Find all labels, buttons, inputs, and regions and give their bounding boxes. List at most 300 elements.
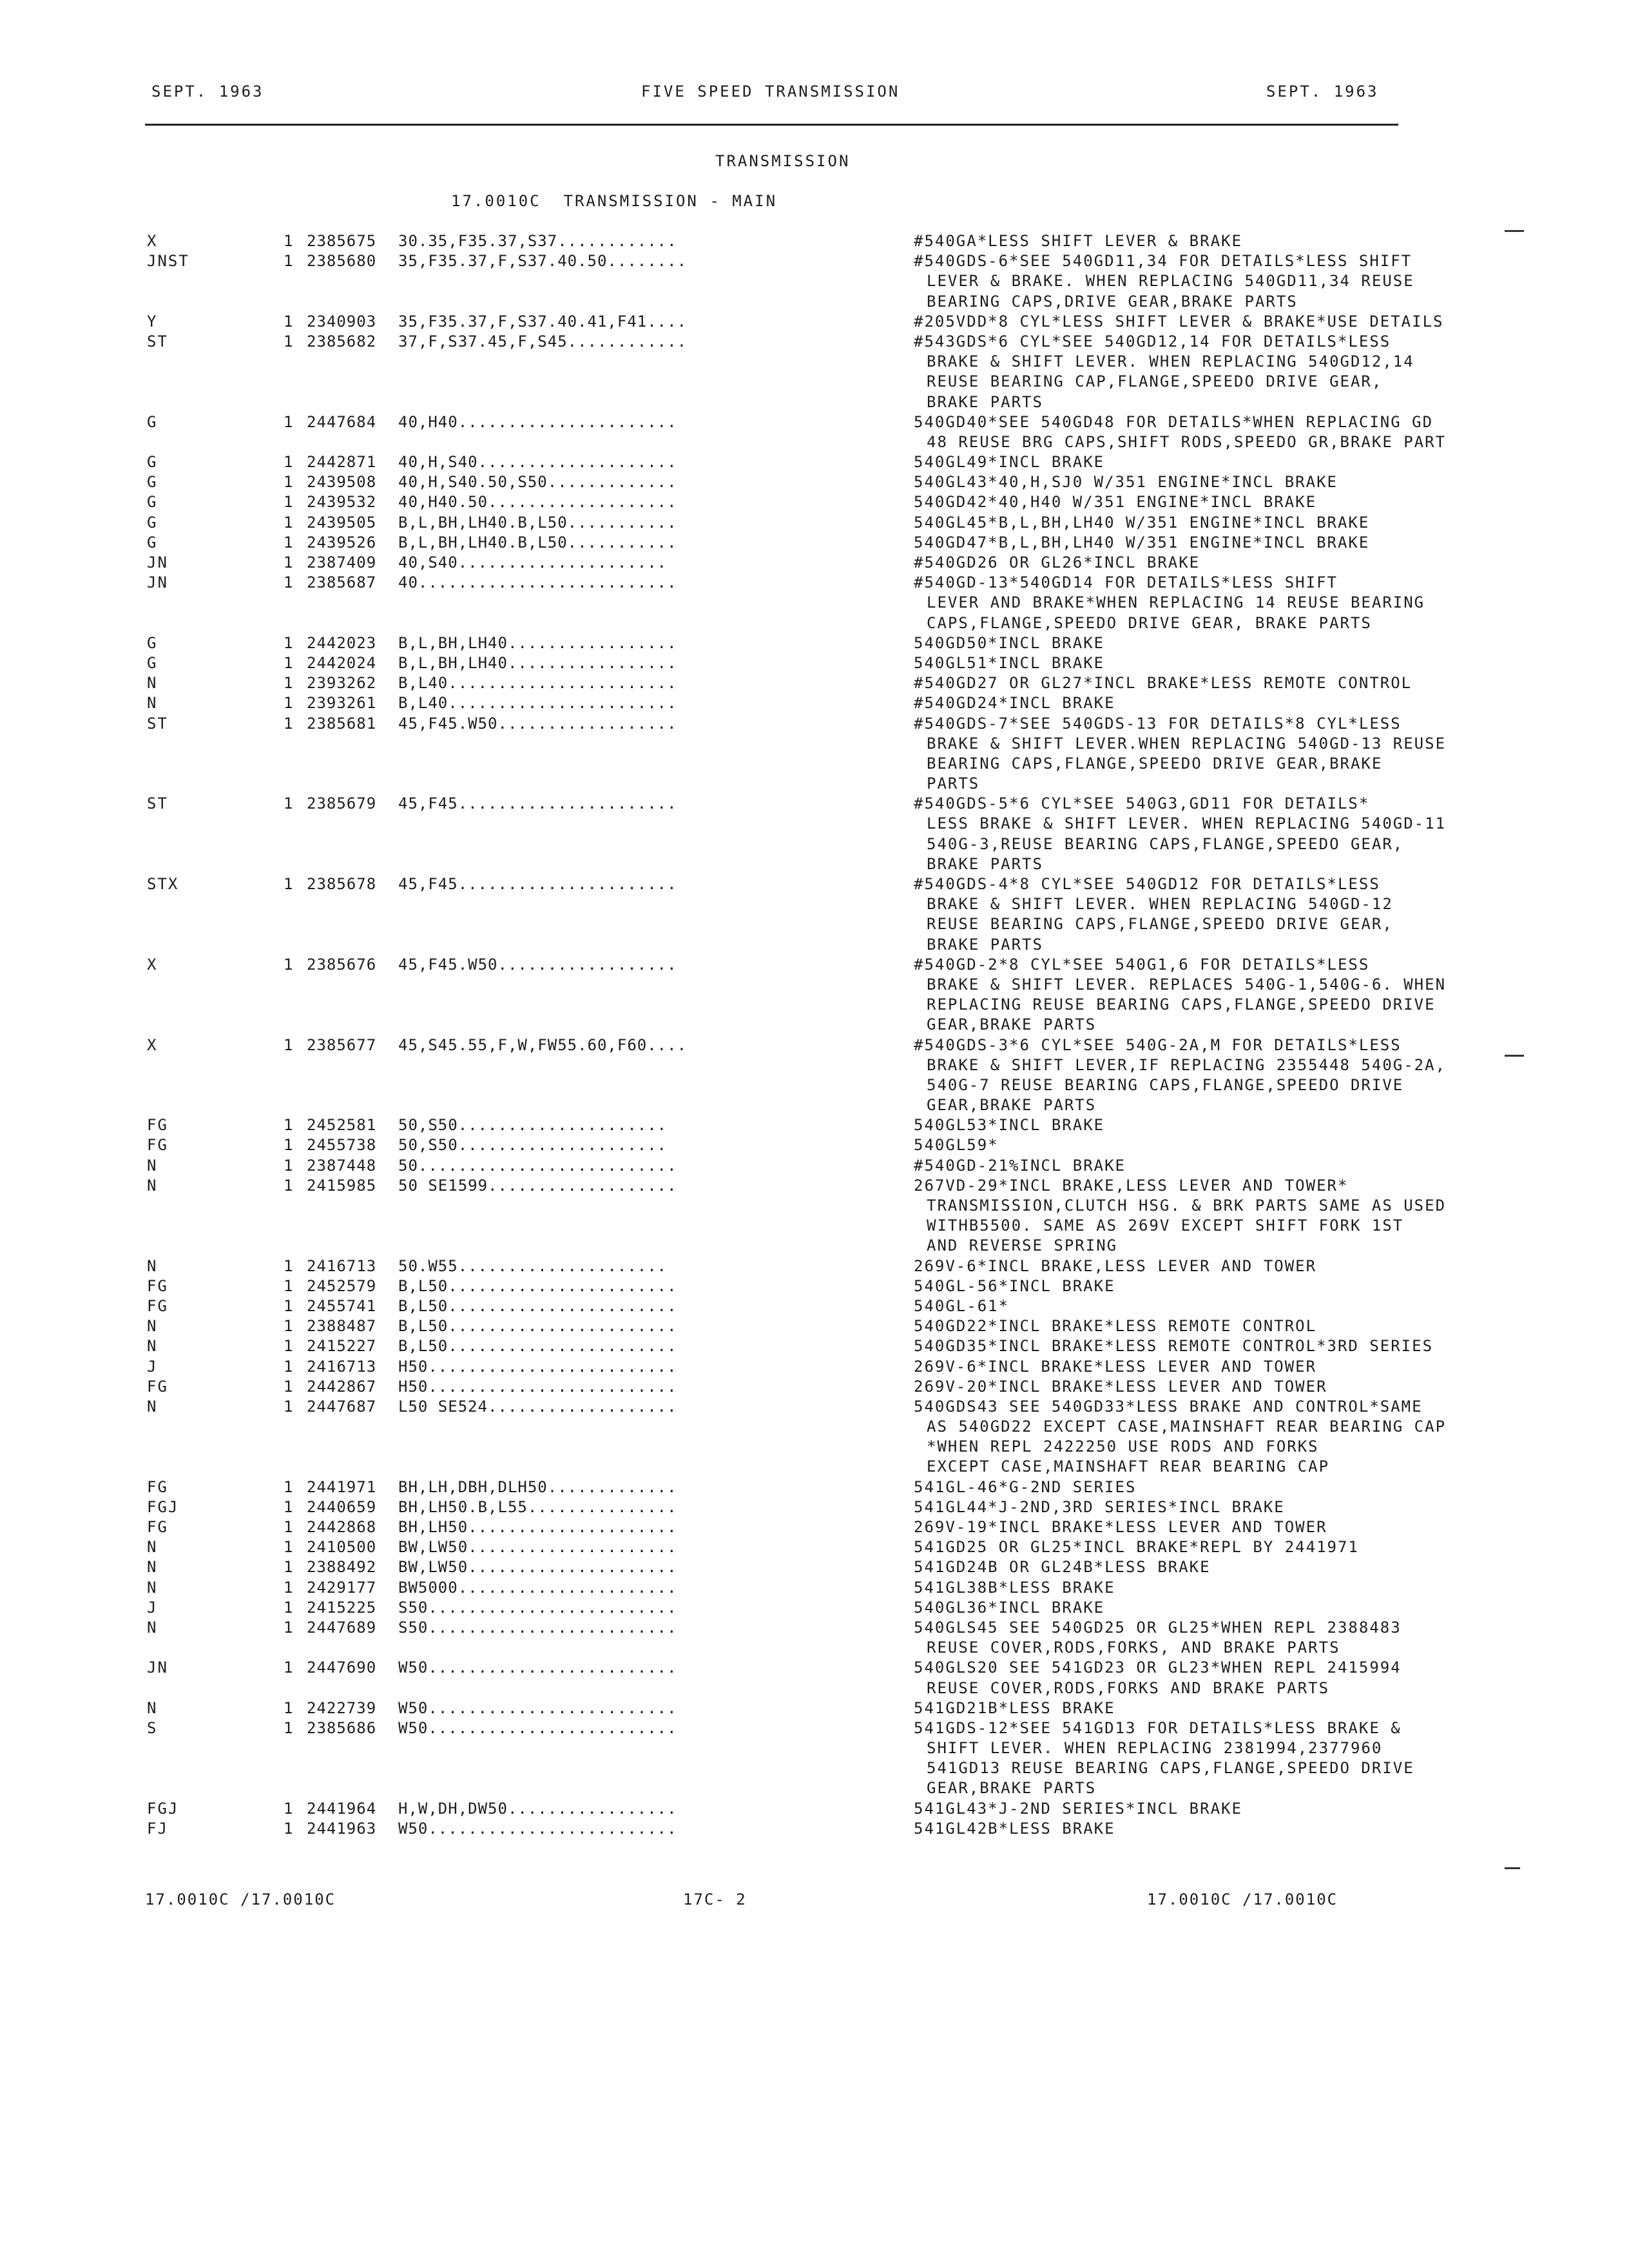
- row-quantity: 1: [284, 1136, 293, 1155]
- row-models: 40,H,S40.50,S50.............: [398, 473, 677, 492]
- row-quantity: 1: [284, 714, 293, 733]
- row-description: 540GD35*INCL BRAKE*LESS REMOTE CONTROL*3RD SERIES: [914, 1337, 1434, 1356]
- row-code: N: [147, 694, 158, 713]
- row-quantity: 1: [284, 1176, 293, 1195]
- row-code: JN: [147, 553, 168, 572]
- list-item-continuation: [147, 814, 1447, 834]
- row-part-number: 2393261: [307, 694, 377, 713]
- header-title: FIVE SPEED TRANSMISSION: [641, 82, 900, 101]
- list-item: [147, 1116, 1436, 1136]
- row-description-continued: REUSE COVER,RODS,FORKS AND BRAKE PARTS: [927, 1678, 1330, 1697]
- row-description-continued: BRAKE & SHIFT LEVER. WHEN REPLACING 540GD-12: [927, 895, 1393, 914]
- row-code: X: [147, 1035, 158, 1054]
- list-item-continuation: [147, 352, 1436, 372]
- row-description: 540GDS43 SEE 540GD33*LESS BRAKE AND CONTROL*SAME: [914, 1397, 1423, 1416]
- row-description-continued: GEAR,BRAKE PARTS: [927, 1096, 1097, 1115]
- row-part-number: 2441963: [307, 1819, 377, 1838]
- row-description: 540GL-56*INCL BRAKE: [914, 1276, 1115, 1295]
- row-quantity: 1: [284, 1598, 293, 1617]
- row-description: 541GL38B*LESS BRAKE: [914, 1578, 1115, 1597]
- list-item-continuation: [147, 975, 1447, 995]
- row-description-continued: BRAKE PARTS: [927, 935, 1043, 954]
- list-item: [147, 232, 1436, 252]
- row-code: N: [147, 1698, 158, 1717]
- list-item: [147, 553, 1436, 573]
- row-models: S50.........................: [398, 1618, 677, 1637]
- row-description: 540GL-61*: [914, 1296, 1010, 1315]
- row-models: B,L40.......................: [398, 694, 677, 713]
- row-part-number: 2385676: [307, 955, 377, 974]
- list-item: [147, 1820, 1436, 1840]
- list-item-continuation: [147, 1196, 1447, 1216]
- row-quantity: 1: [284, 875, 293, 893]
- row-part-number: 2447684: [307, 412, 377, 431]
- row-quantity: 1: [284, 513, 293, 532]
- row-quantity: 1: [284, 533, 293, 552]
- row-description-continued: REUSE BEARING CAP,FLANGE,SPEEDO DRIVE GEAR,: [927, 372, 1383, 391]
- row-models: H,W,DH,DW50.................: [398, 1799, 677, 1818]
- row-code: Y: [147, 312, 158, 331]
- list-item: [147, 1599, 1436, 1619]
- row-part-number: 2439532: [307, 493, 377, 512]
- row-description: 541GD21B*LESS BRAKE: [914, 1698, 1115, 1717]
- row-description: #540GDS-5*6 CYL*SEE 540G3,GD11 FOR DETAILS*: [914, 794, 1370, 813]
- row-code: N: [147, 1538, 158, 1557]
- row-quantity: 1: [284, 1578, 293, 1597]
- row-part-number: 2385681: [307, 714, 377, 733]
- row-code: N: [147, 1578, 158, 1597]
- row-part-number: 2439508: [307, 473, 377, 492]
- row-description-continued: SHIFT LEVER. WHEN REPLACING 2381994,2377960: [927, 1739, 1383, 1758]
- row-description-continued: REPLACING REUSE BEARING CAPS,FLANGE,SPEEDO DRIVE: [927, 995, 1436, 1014]
- row-models: 50 SE1599...................: [398, 1176, 677, 1195]
- row-part-number: 2415225: [307, 1598, 377, 1617]
- row-description-continued: GEAR,BRAKE PARTS: [927, 1015, 1097, 1034]
- row-description: 540GLS20 SEE 541GD23 OR GL23*WHEN REPL 2415994: [914, 1658, 1402, 1677]
- list-item: [147, 1317, 1436, 1337]
- list-item-continuation: [147, 272, 1436, 292]
- row-quantity: 1: [284, 312, 293, 331]
- row-description: 541GD24B OR GL24B*LESS BRAKE: [914, 1558, 1211, 1577]
- list-item: [147, 1378, 1436, 1398]
- row-quantity: 1: [284, 1718, 293, 1737]
- row-description-continued: PARTS: [927, 774, 980, 793]
- footer-page-number: 17C- 2: [683, 1890, 747, 1908]
- row-description: #540GD-13*540GD14 FOR DETAILS*LESS SHIFT: [914, 573, 1338, 592]
- row-description-continued: 541GD13 REUSE BEARING CAPS,FLANGE,SPEEDO DRIVE: [927, 1759, 1414, 1778]
- row-models: 35,F35.37,F,S37.40.50........: [398, 252, 688, 271]
- footer-right: 17.0010C /17.0010C: [1147, 1890, 1338, 1908]
- row-part-number: 2385680: [307, 252, 377, 271]
- list-item: [147, 1257, 1436, 1277]
- row-quantity: 1: [284, 1357, 293, 1376]
- list-item-continuation: [147, 754, 1436, 774]
- row-code: G: [147, 533, 158, 552]
- row-models: 45,F45......................: [398, 794, 677, 813]
- list-item-continuation: [147, 1015, 1436, 1035]
- row-description: #205VDD*8 CYL*LESS SHIFT LEVER & BRAKE*USE DETAILS: [914, 312, 1444, 331]
- row-code: STX: [147, 875, 179, 893]
- list-item-continuation: [147, 1076, 1436, 1096]
- row-quantity: 1: [284, 1618, 293, 1637]
- row-models: B,L50.......................: [398, 1317, 677, 1336]
- row-models: 40,H40.50...................: [398, 493, 677, 512]
- row-models: 40,S40.....................: [398, 553, 668, 572]
- row-part-number: 2439526: [307, 533, 377, 552]
- row-models: W50.........................: [398, 1718, 677, 1737]
- row-description: 540GD40*SEE 540GD48 FOR DETAILS*WHEN REPLACING GD: [914, 412, 1434, 431]
- row-part-number: 2447687: [307, 1397, 377, 1416]
- list-item: [147, 1177, 1436, 1196]
- row-code: FJ: [147, 1819, 168, 1838]
- row-part-number: 2385687: [307, 573, 377, 592]
- list-item-continuation: [147, 1418, 1447, 1437]
- row-part-number: 2455738: [307, 1136, 377, 1155]
- row-quantity: 1: [284, 633, 293, 652]
- row-models: 45,F45......................: [398, 875, 677, 893]
- list-item-continuation: [147, 895, 1436, 915]
- row-code: N: [147, 1397, 158, 1416]
- row-description: 540GD47*B,L,BH,LH40 W/351 ENGINE*INCL BRAKE: [914, 533, 1370, 552]
- row-code: FG: [147, 1477, 168, 1496]
- footer-left: 17.0010C /17.0010C: [145, 1890, 336, 1908]
- row-models: 50,S50.....................: [398, 1116, 668, 1135]
- row-code: JN: [147, 1658, 168, 1677]
- row-part-number: 2385678: [307, 875, 377, 893]
- row-code: ST: [147, 794, 168, 813]
- row-part-number: 2416713: [307, 1256, 377, 1275]
- row-part-number: 2439505: [307, 513, 377, 532]
- row-description: 540GD42*40,H40 W/351 ENGINE*INCL BRAKE: [914, 493, 1317, 512]
- row-models: 45,F45.W50..................: [398, 955, 677, 974]
- row-code: G: [147, 633, 158, 652]
- list-item-continuation: [147, 593, 1436, 613]
- list-item-continuation: [147, 995, 1436, 1015]
- row-quantity: 1: [284, 794, 293, 813]
- row-models: BW,LW50.....................: [398, 1538, 677, 1557]
- row-models: B,L,BH,LH40.B,L50...........: [398, 533, 677, 552]
- list-item-continuation: [147, 855, 1436, 875]
- row-code: N: [147, 1156, 158, 1175]
- list-item: [147, 573, 1436, 593]
- row-part-number: 2385677: [307, 1035, 377, 1054]
- row-models: L50 SE524...................: [398, 1397, 677, 1416]
- list-item: [147, 1337, 1436, 1357]
- row-quantity: 1: [284, 1698, 293, 1717]
- row-models: B,L,BH,LH40.................: [398, 633, 677, 652]
- row-code: N: [147, 674, 158, 693]
- list-item: [147, 654, 1436, 674]
- row-code: FGJ: [147, 1497, 179, 1516]
- list-item-continuation: [147, 1216, 1436, 1236]
- header-date-left: SEPT. 1963: [151, 82, 264, 101]
- row-quantity: 1: [284, 1377, 293, 1396]
- row-part-number: 2416713: [307, 1357, 377, 1376]
- row-quantity: 1: [284, 493, 293, 512]
- row-quantity: 1: [284, 1558, 293, 1577]
- row-part-number: 2441971: [307, 1477, 377, 1496]
- list-item-continuation: [147, 915, 1436, 935]
- list-item: [147, 1800, 1436, 1820]
- header-rule: [145, 124, 1398, 126]
- row-quantity: 1: [284, 553, 293, 572]
- list-item-continuation: [147, 936, 1436, 956]
- row-models: 50.W55.....................: [398, 1256, 668, 1275]
- row-code: N: [147, 1317, 158, 1336]
- row-code: G: [147, 453, 158, 472]
- row-code: N: [147, 1337, 158, 1356]
- row-quantity: 1: [284, 1296, 293, 1315]
- row-description: 540GD22*INCL BRAKE*LESS REMOTE CONTROL: [914, 1317, 1317, 1336]
- row-description-continued: GEAR,BRAKE PARTS: [927, 1779, 1097, 1798]
- row-description-continued: EXCEPT CASE,MAINSHAFT REAR BEARING CAP: [927, 1457, 1330, 1476]
- row-code: X: [147, 955, 158, 974]
- row-quantity: 1: [284, 1397, 293, 1416]
- row-description-continued: 540G-7 REUSE BEARING CAPS,FLANGE,SPEEDO DRIVE: [927, 1075, 1404, 1094]
- row-description-continued: BRAKE PARTS: [927, 854, 1043, 873]
- row-description-continued: REUSE BEARING CAPS,FLANGE,SPEEDO DRIVE GEAR,: [927, 915, 1393, 934]
- row-part-number: 2442871: [307, 453, 377, 472]
- row-code: N: [147, 1176, 158, 1195]
- row-part-number: 2393262: [307, 674, 377, 693]
- row-description-continued: LESS BRAKE & SHIFT LEVER. WHEN REPLACING 540GD-11: [927, 814, 1447, 833]
- row-code: N: [147, 1558, 158, 1577]
- row-quantity: 1: [284, 1538, 293, 1557]
- row-quantity: 1: [284, 332, 293, 351]
- list-item: [147, 332, 1436, 352]
- row-part-number: 2452579: [307, 1276, 377, 1295]
- list-item: [147, 1398, 1436, 1418]
- row-quantity: 1: [284, 412, 293, 431]
- row-description: 540GL59*: [914, 1136, 999, 1155]
- row-description: 540GL43*40,H,SJ0 W/351 ENGINE*INCL BRAKE: [914, 473, 1338, 492]
- list-item-continuation: [147, 432, 1447, 453]
- row-code: JN: [147, 573, 168, 592]
- list-item-continuation: [147, 1236, 1436, 1256]
- row-description-continued: BRAKE & SHIFT LEVER. WHEN REPLACING 540GD12,14: [927, 352, 1414, 371]
- row-code: FG: [147, 1116, 168, 1135]
- row-description-continued: 540G-3,REUSE BEARING CAPS,FLANGE,SPEEDO GEAR,: [927, 834, 1404, 853]
- list-item: [147, 453, 1436, 473]
- row-quantity: 1: [284, 694, 293, 713]
- row-models: 40..........................: [398, 573, 677, 592]
- row-quantity: 1: [284, 1477, 293, 1496]
- row-description-continued: BRAKE & SHIFT LEVER,IF REPLACING 2355448 540G-2A,: [927, 1055, 1447, 1074]
- list-item: [147, 1478, 1436, 1498]
- row-part-number: 2447689: [307, 1618, 377, 1637]
- row-description: #540GDS-7*SEE 540GDS-13 FOR DETAILS*8 CYL*LESS: [914, 714, 1402, 733]
- row-description-continued: AS 540GD22 EXCEPT CASE,MAINSHAFT REAR BEARING CAP: [927, 1418, 1447, 1436]
- row-description: 269V-20*INCL BRAKE*LESS LEVER AND TOWER: [914, 1377, 1327, 1396]
- row-quantity: 1: [284, 1337, 293, 1356]
- row-description: 540GL36*INCL BRAKE: [914, 1598, 1105, 1617]
- row-code: FGJ: [147, 1799, 179, 1818]
- row-part-number: 2440659: [307, 1497, 377, 1516]
- row-code: G: [147, 653, 158, 672]
- list-item: [147, 533, 1436, 553]
- margin-mark: [1505, 230, 1524, 232]
- list-item: [147, 1538, 1436, 1558]
- row-part-number: 2442023: [307, 633, 377, 652]
- row-part-number: 2429177: [307, 1578, 377, 1597]
- row-description: #540GD-2*8 CYL*SEE 540G1,6 FOR DETAILS*LESS: [914, 955, 1370, 974]
- row-description-continued: BEARING CAPS,DRIVE GEAR,BRAKE PARTS: [927, 292, 1298, 311]
- row-part-number: 2455741: [307, 1296, 377, 1315]
- row-quantity: 1: [284, 1799, 293, 1818]
- row-code: S: [147, 1718, 158, 1737]
- list-item-continuation: [147, 1437, 1436, 1457]
- row-code: G: [147, 493, 158, 512]
- row-quantity: 1: [284, 1156, 293, 1175]
- list-item: [147, 413, 1436, 433]
- row-quantity: 1: [284, 955, 293, 974]
- row-code: FG: [147, 1296, 168, 1315]
- row-description-continued: BRAKE PARTS: [927, 392, 1043, 411]
- list-item: [147, 1358, 1436, 1378]
- list-item-continuation: [147, 393, 1436, 413]
- row-description-continued: 48 REUSE BRG CAPS,SHIFT RODS,SPEEDO GR,BRAKE PART: [927, 432, 1447, 451]
- list-item: [147, 715, 1436, 735]
- row-description: 541GL44*J-2ND,3RD SERIES*INCL BRAKE: [914, 1497, 1285, 1516]
- row-description: 540GL49*INCL BRAKE: [914, 453, 1105, 472]
- row-quantity: 1: [284, 1658, 293, 1677]
- row-description: #540GD27 OR GL27*INCL BRAKE*LESS REMOTE CONTROL: [914, 674, 1412, 693]
- row-models: W50.........................: [398, 1819, 677, 1838]
- row-description: #543GDS*6 CYL*SEE 540GD12,14 FOR DETAILS*LESS: [914, 332, 1391, 351]
- row-code: X: [147, 232, 158, 250]
- row-quantity: 1: [284, 1256, 293, 1275]
- row-description: 541GDS-12*SEE 541GD13 FOR DETAILS*LESS BRAKE &: [914, 1718, 1402, 1737]
- row-description: #540GD-21%INCL BRAKE: [914, 1156, 1126, 1175]
- row-models: B,L50.......................: [398, 1296, 677, 1315]
- row-models: 40,H40......................: [398, 412, 677, 431]
- row-models: B,L50.......................: [398, 1337, 677, 1356]
- row-description: 269V-6*INCL BRAKE*LESS LEVER AND TOWER: [914, 1357, 1317, 1376]
- row-quantity: 1: [284, 232, 293, 250]
- row-part-number: 2387448: [307, 1156, 377, 1175]
- list-item: [147, 1297, 1436, 1317]
- row-models: 50..........................: [398, 1156, 677, 1175]
- list-item: [147, 1619, 1436, 1639]
- list-item: [147, 473, 1436, 493]
- row-description: 541GD25 OR GL25*INCL BRAKE*REPL BY 2441971: [914, 1538, 1359, 1557]
- list-item: [147, 1719, 1436, 1739]
- row-description: 269V-6*INCL BRAKE,LESS LEVER AND TOWER: [914, 1256, 1317, 1275]
- list-item-continuation: [147, 372, 1436, 392]
- row-description: 540GL53*INCL BRAKE: [914, 1116, 1105, 1135]
- row-models: H50.........................: [398, 1357, 677, 1376]
- list-item-continuation: [147, 1639, 1436, 1658]
- row-models: 45,S45.55,F,W,FW55.60,F60....: [398, 1035, 688, 1054]
- list-item: [147, 1699, 1436, 1719]
- row-models: W50.........................: [398, 1698, 677, 1717]
- row-quantity: 1: [284, 473, 293, 492]
- margin-mark: [1505, 1055, 1524, 1057]
- row-part-number: 2415227: [307, 1337, 377, 1356]
- row-quantity: 1: [284, 653, 293, 672]
- row-models: W50.........................: [398, 1658, 677, 1677]
- row-models: 50,S50.....................: [398, 1136, 668, 1155]
- row-description: 541GL43*J-2ND SERIES*INCL BRAKE: [914, 1799, 1242, 1818]
- header-date-right: SEPT. 1963: [1266, 82, 1379, 101]
- list-item: [147, 493, 1436, 513]
- row-part-number: 2388492: [307, 1558, 377, 1577]
- list-item: [147, 252, 1436, 272]
- list-item-continuation: [147, 734, 1447, 754]
- row-description: 540GL51*INCL BRAKE: [914, 653, 1105, 672]
- section-title: TRANSMISSION: [715, 152, 851, 170]
- list-item: [147, 312, 1444, 332]
- row-code: FG: [147, 1518, 168, 1536]
- row-code: FG: [147, 1276, 168, 1295]
- row-description: 540GLS45 SEE 540GD25 OR GL25*WHEN REPL 2388483: [914, 1618, 1402, 1637]
- row-part-number: 2340903: [307, 312, 377, 331]
- list-item: [147, 1136, 1436, 1156]
- row-description-continued: CAPS,FLANGE,SPEEDO DRIVE GEAR, BRAKE PARTS: [927, 613, 1372, 632]
- row-quantity: 1: [284, 573, 293, 592]
- row-models: 30.35,F35.37,S37............: [398, 232, 677, 250]
- list-item: [147, 1157, 1436, 1177]
- list-item-continuation: [147, 1096, 1436, 1116]
- row-description: 541GL42B*LESS BRAKE: [914, 1819, 1115, 1838]
- row-description: 267VD-29*INCL BRAKE,LESS LEVER AND TOWER*: [914, 1176, 1349, 1195]
- row-models: BH,LH,DBH,DLH50.............: [398, 1477, 677, 1496]
- row-description: #540GD26 OR GL26*INCL BRAKE: [914, 553, 1200, 572]
- row-models: B,L50.......................: [398, 1276, 677, 1295]
- row-part-number: 2387409: [307, 553, 377, 572]
- list-item: [147, 956, 1436, 975]
- row-part-number: 2385675: [307, 232, 377, 250]
- list-item: [147, 1277, 1436, 1297]
- row-part-number: 2422739: [307, 1698, 377, 1717]
- row-quantity: 1: [284, 1276, 293, 1295]
- row-models: BH,LH50.B,L55...............: [398, 1497, 677, 1516]
- row-models: B,L40.......................: [398, 674, 677, 693]
- row-code: ST: [147, 714, 168, 733]
- parts-list: [147, 232, 1447, 1840]
- row-part-number: 2410500: [307, 1538, 377, 1557]
- row-description-continued: WITHB5500. SAME AS 269V EXCEPT SHIFT FORK 1ST: [927, 1216, 1404, 1235]
- row-models: 35,F35.37,F,S37.40.41,F41....: [398, 312, 688, 331]
- row-part-number: 2442868: [307, 1518, 377, 1536]
- row-description: #540GDS-3*6 CYL*SEE 540G-2A,M FOR DETAILS*LESS: [914, 1035, 1402, 1054]
- row-part-number: 2388487: [307, 1317, 377, 1336]
- row-quantity: 1: [284, 1819, 293, 1838]
- row-models: B,L,BH,LH40.B,L50...........: [398, 513, 677, 532]
- row-code: ST: [147, 332, 168, 351]
- row-part-number: 2385682: [307, 332, 377, 351]
- row-code: FG: [147, 1377, 168, 1396]
- row-description-continued: BEARING CAPS,FLANGE,SPEEDO DRIVE GEAR,BRAKE: [927, 754, 1383, 773]
- row-description-continued: BRAKE & SHIFT LEVER. REPLACES 540G-1,540G-6. WHEN: [927, 975, 1447, 994]
- list-item: [147, 1579, 1436, 1599]
- list-item: [147, 1518, 1436, 1538]
- row-part-number: 2452581: [307, 1116, 377, 1135]
- row-quantity: 1: [284, 1116, 293, 1135]
- row-quantity: 1: [284, 1497, 293, 1516]
- list-item: [147, 794, 1436, 814]
- list-item-continuation: [147, 1759, 1436, 1779]
- row-code: G: [147, 513, 158, 532]
- row-models: BH,LH50.....................: [398, 1518, 677, 1536]
- row-description: #540GDS-6*SEE 540GD11,34 FOR DETAILS*LESS SHIFT: [914, 252, 1412, 271]
- row-description-continued: LEVER & BRAKE. WHEN REPLACING 540GD11,34 REUSE: [927, 272, 1414, 291]
- row-description-continued: TRANSMISSION,CLUTCH HSG. & BRK PARTS SAME AS USED: [927, 1196, 1447, 1215]
- row-part-number: 2385679: [307, 794, 377, 813]
- list-item-continuation: [147, 1055, 1447, 1076]
- row-description: 540GL45*B,L,BH,LH40 W/351 ENGINE*INCL BRAKE: [914, 513, 1370, 532]
- row-quantity: 1: [284, 1035, 293, 1054]
